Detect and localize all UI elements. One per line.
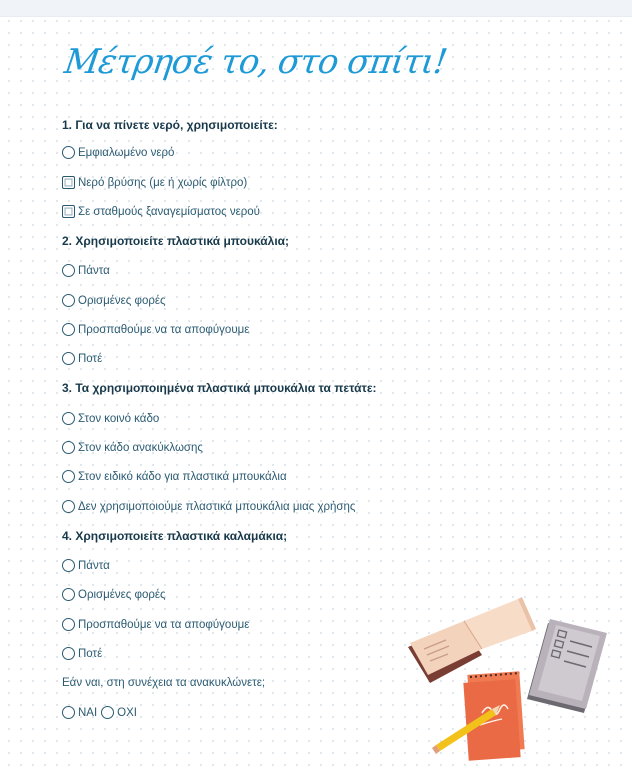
option-special-bin[interactable] [62,470,287,483]
option-bottled-water[interactable] [62,146,174,159]
yes-no-row [62,706,137,719]
radio-button[interactable] [62,647,75,660]
option-label: Στον κοινό κάδο [78,412,160,425]
option-label: Στον κάδο ανακύκλωσης [78,441,203,454]
radio-button[interactable] [62,323,75,336]
option-label: Σε σταθμούς ξαναγεμίσματος νερού [78,205,260,218]
checkbox[interactable] [62,205,75,218]
option-label: Ορισμένες φορές [78,588,166,601]
option-common-bin[interactable] [62,412,159,425]
option-recycling-bin[interactable] [62,441,203,454]
option-label: Εμφιαλωμένο νερό [78,146,175,159]
checkbox[interactable] [62,176,75,189]
page-title: Μέτρησέ το, στο σπίτι! [62,42,449,82]
option-label: Ορισμένες φορές [78,294,166,307]
question-2: 2. Χρησιμοποιείτε πλαστικά μπουκάλια; [62,234,290,248]
radio-button[interactable] [62,294,75,307]
radio-button-yes[interactable] [62,706,75,719]
radio-button[interactable] [62,500,75,513]
option-never[interactable] [62,352,102,365]
option-label: Πάντα [78,559,110,572]
notebook-illustration [400,585,632,773]
radio-button[interactable] [62,146,75,159]
option-sometimes[interactable] [62,294,166,307]
option-label: Προσπαθούμε να τα αποφύγουμε [78,323,250,336]
open-notebook-icon [408,597,536,683]
option-try-avoid[interactable] [62,323,249,336]
option-label: Δεν χρησιμοποιούμε πλαστικά μπουκάλια μιας χρήσης [78,500,356,513]
radio-button[interactable] [62,441,75,454]
radio-button-no[interactable] [101,706,114,719]
option-label: Πάντα [78,264,110,277]
radio-button[interactable] [62,559,75,572]
option-tap-water[interactable] [62,176,247,189]
option-never[interactable] [62,647,102,660]
radio-button[interactable] [62,618,75,631]
option-no-single-use[interactable] [62,500,355,513]
question-1: 1. Για να πίνετε νερό, χρησιμοποιείτε: [62,118,278,132]
option-label: Στον ειδικό κάδο για πλαστικά μπουκάλια [78,470,287,483]
yes-label: ΝΑΙ [78,706,98,719]
radio-button[interactable] [62,470,75,483]
option-refill-station[interactable] [62,205,260,218]
question-4: 4. Χρησιμοποιείτε πλαστικά καλαμάκια; [62,529,288,543]
option-always[interactable] [62,264,110,277]
option-label: Προσπαθούμε να τα αποφύγουμε [78,618,250,631]
option-label: Ποτέ [78,647,103,660]
no-label: ΟΧΙ [117,706,137,719]
clipboard-icon [527,619,607,713]
option-always[interactable] [62,559,110,572]
radio-button[interactable] [62,588,75,601]
radio-button[interactable] [62,412,75,425]
option-sometimes[interactable] [62,588,166,601]
radio-button[interactable] [62,352,75,365]
option-try-avoid[interactable] [62,618,249,631]
radio-button[interactable] [62,264,75,277]
option-label: Νερό βρύσης (με ή χωρίς φίλτρο) [78,176,248,189]
followup-question: Εάν ναι, στη συνέχεια τα ανακυκλώνετε; [62,677,266,689]
option-label: Ποτέ [78,352,103,365]
question-3: 3. Τα χρησιμοποιημένα πλαστικά μπουκάλια τα πετάτε: [62,381,377,395]
top-bar [0,0,632,17]
